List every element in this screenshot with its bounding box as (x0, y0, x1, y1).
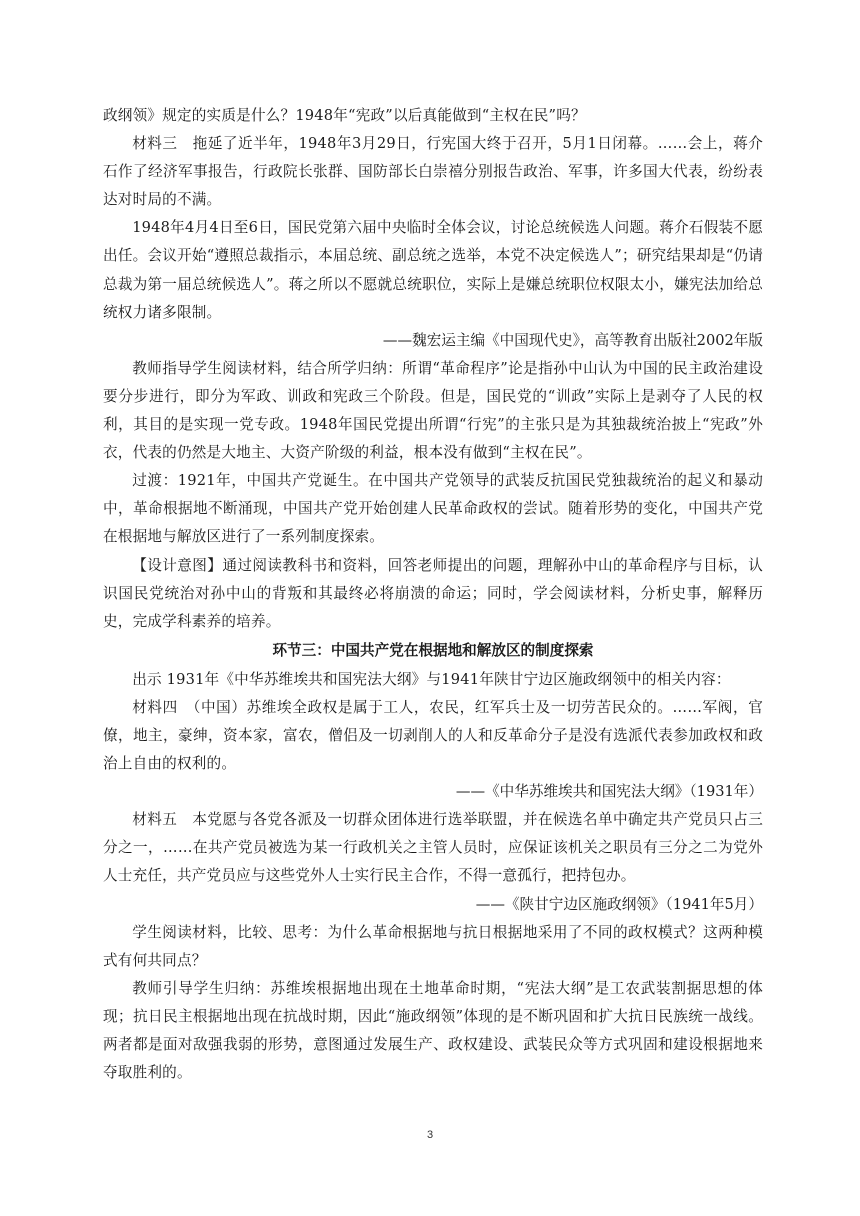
material-three-continued: 1948年4月4日至6日，国民党第六届中央临时全体会议，讨论总统候选人问题。蒋介石假装不愿出任。会议开始“遵照总裁指示，本届总统、副总统之选举，本党不决定候选人”；研究结果却是“仍请总裁为第一届总统候选人”。蒋之所以不愿就总统职位，实际上是嫌总统职位权限太小，嫌宪法加给总统权力诸多限制。 (103, 219, 763, 321)
student-question-paragraph: 学生阅读材料，比较、思考：为什么革命根据地与抗日根据地采用了不同的政权模式？这两种模式有何共同点？ (103, 923, 763, 969)
material-three-paragraph: 材料三 拖延了近半年，1948年3月29日，行宪国大终于召开，5月1日闭幕。……会上，蒋介石作了经济军事报告，行政院长张群、国防部长白崇禧分别报告政治、军事，许多国大代表，纷纷表达对时局的不满。 (103, 135, 763, 209)
source-citation: ——《中华苏维埃共和国宪法大纲》（1931年） (455, 783, 763, 801)
design-intent-paragraph: 【设计意图】通过阅读教科书和资料，回答老师提出的问题，理解孙中山的革命程序与目标，认识国民党统治对孙中山的背叛和其最终必将崩溃的命运；同时，学会阅读材料，分析史事，解释历史，完成学科素养的培养。 (103, 556, 763, 630)
material-four-paragraph: 材料四 （中国）苏维埃全政权是属于工人，农民，红军兵士及一切劳苦民众的。……军阀，官僚，地主，豪绅，资本家，富农，僧侣及一切剥削人的人和反革命分子是没有选派代表参加政权和政治上自由的权利的。 (103, 698, 763, 773)
section-heading: 环节三：中国共产党在根据地和解放区的制度探索 (272, 641, 594, 659)
transition-paragraph: 过渡：1921年，中国共产党诞生。在中国共产党领导的武装反抗国民党独裁统治的起义和暴动中，革命根据地不断涌现，中国共产党开始创建人民革命政权的尝试。随着形势的变化，中国共产党在根据地与解放区进行了一系列制度探索。 (103, 472, 763, 546)
page-body (103, 102, 763, 1087)
page-number: 3 (426, 1129, 434, 1141)
teacher-summary-paragraph: 教师指导学生阅读材料，结合所学归纳：所谓“革命程序”论是指孙中山认为中国的民主政治建设要分步进行，即分为军政、训政和宪政三个阶段。但是，国民党的“训政”实际上是剥夺了人民的权利，其目的是实现一党专政。1948年国民党提出所谓“行宪”的主张只是为其独裁统治披上“宪政”外衣，代表的仍然是大地主、大资产阶级的利益，根本没有做到“主权在民”。 (103, 359, 763, 462)
paragraph: 政纲领》规定的实质是什么？1948年“宪政”以后真能做到“主权在民”吗？ (103, 107, 586, 124)
source-citation: ——魏宏运主编《中国现代史》，高等教育出版社2002年版 (382, 331, 763, 349)
teacher-conclusion-paragraph: 教师引导学生归纳：苏维埃根据地出现在土地革命时期，“宪法大纲”是工农武装割据思想的体现；抗日民主根据地出现在抗战时期，因此“施政纲领”体现的是不断巩固和扩大抗日民族统一战线。两者都是面对敌强我弱的形势，意图通过发展生产、政权建设、武装民众等方式巩固和建设根据地来夺取胜利的。 (103, 979, 763, 1082)
intro-paragraph: 出示 1931年《中华苏维埃共和国宪法大纲》与1941年陕甘宁边区施政纲领中的相关内容： (132, 670, 731, 688)
material-five-paragraph: 材料五 本党愿与各党各派及一切群众团体进行选举联盟，并在候选名单中确定共产党员只占三分之一，……在共产党员被选为某一行政机关之主管人员时，应保证该机关之职员有三分之二为党外人士充任，共产党员应与这些党外人士实行民主合作，不得一意孤行，把持包办。 (103, 811, 763, 885)
source-citation: ——《陕甘宁边区施政纲领》（1941年5月） (475, 895, 763, 913)
